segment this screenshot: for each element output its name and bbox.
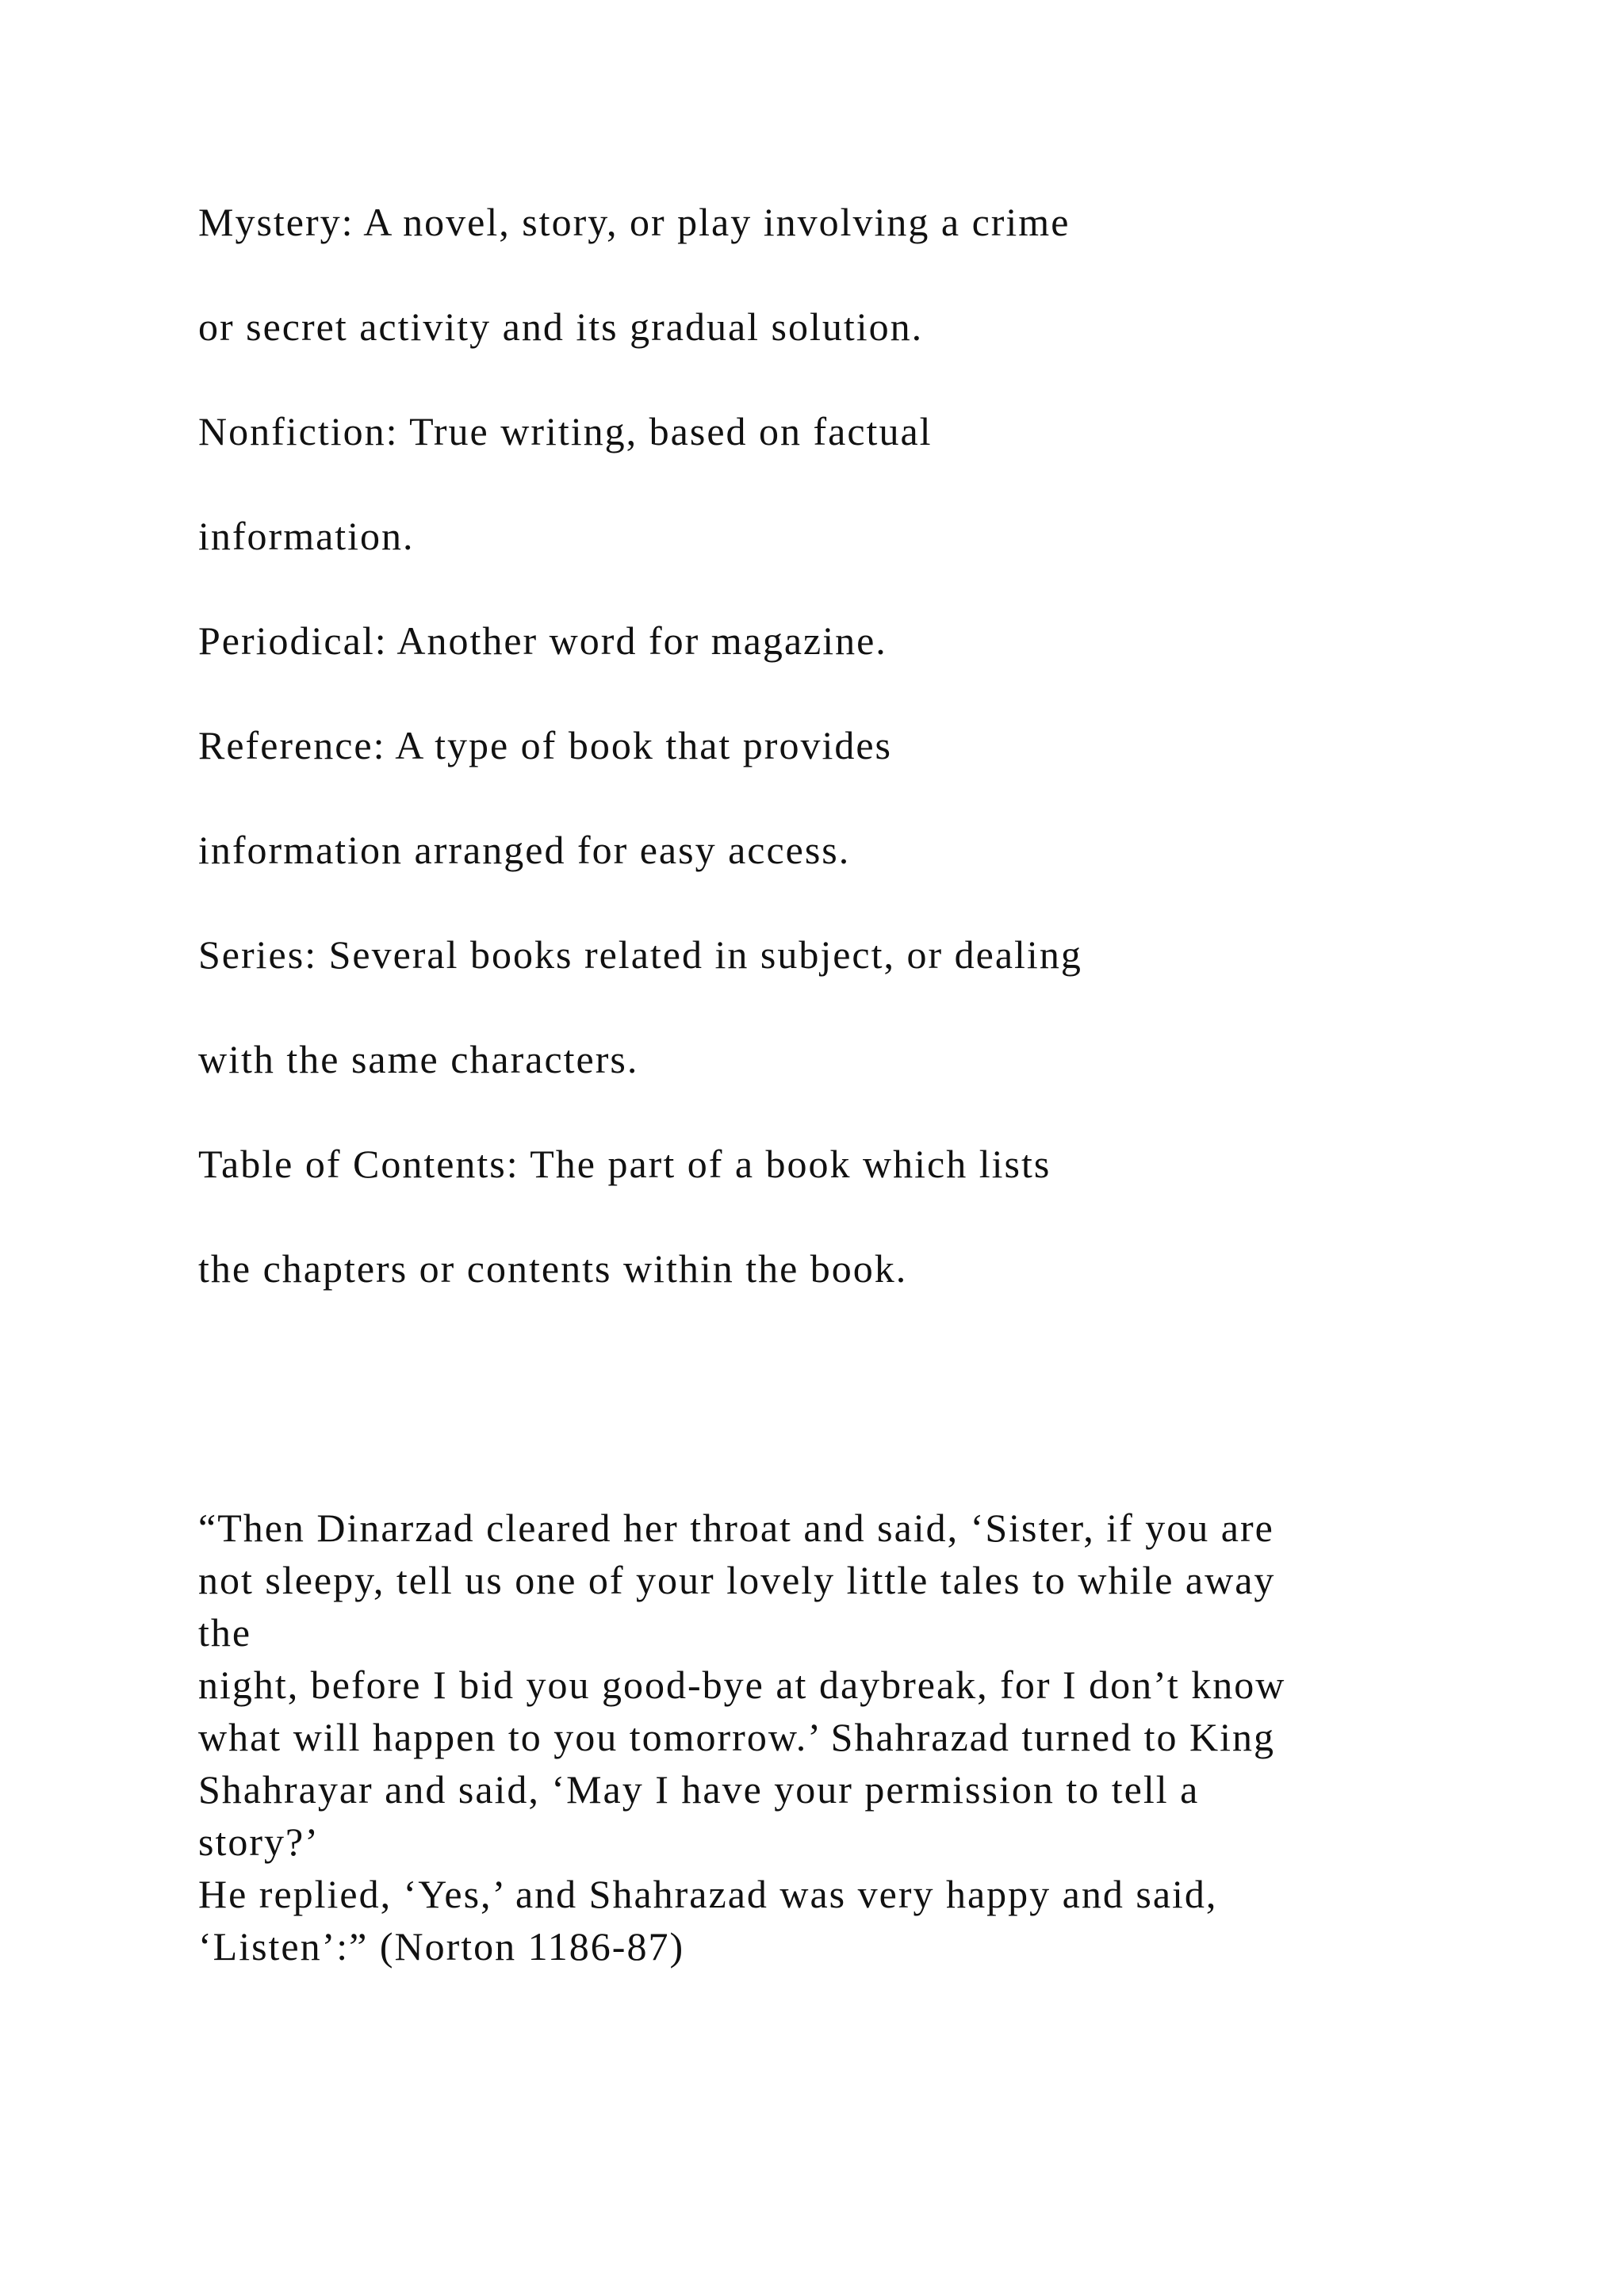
quote-block [198,1502,1507,1973]
glossary-line: Mystery: A novel, story, or play involving a crime [198,200,1071,244]
quote-line: Shahrayar and said, ‘May I have your permission to tell a [198,1767,1200,1812]
glossary-line: Series: Several books related in subject, or dealing [198,932,1082,977]
quote-line: night, before I bid you good-bye at daybreak, for I don’t know [198,1663,1286,1707]
quote-line: story?’ [198,1820,320,1864]
glossary-line: or secret activity and its gradual solution. [198,304,924,349]
quote-line: what will happen to you tomorrow.’ Shahrazad turned to King [198,1715,1275,1759]
glossary-line: Reference: A type of book that provides [198,723,892,767]
glossary-section [198,192,1507,1343]
quote-line: ‘Listen’:” (Norton 1186-87) [198,1924,685,1969]
glossary-line: information arranged for easy access. [198,828,851,872]
quote-line: the [198,1610,252,1655]
glossary-line: Table of Contents: The part of a book which lists [198,1142,1051,1186]
quote-line: not sleepy, tell us one of your lovely little tales to while away [198,1558,1276,1602]
quote-line: He replied, ‘Yes,’ and Shahrazad was very happy and said, [198,1872,1218,1916]
glossary-line: information. [198,514,415,558]
glossary-line: the chapters or contents within the book. [198,1246,908,1291]
glossary-line: with the same characters. [198,1037,639,1081]
quote-line: “Then Dinarzad cleared her throat and said, ‘Sister, if you are [198,1506,1274,1550]
glossary-line: Periodical: Another word for magazine. [198,618,887,663]
glossary-line: Nonfiction: True writing, based on factual [198,409,933,453]
